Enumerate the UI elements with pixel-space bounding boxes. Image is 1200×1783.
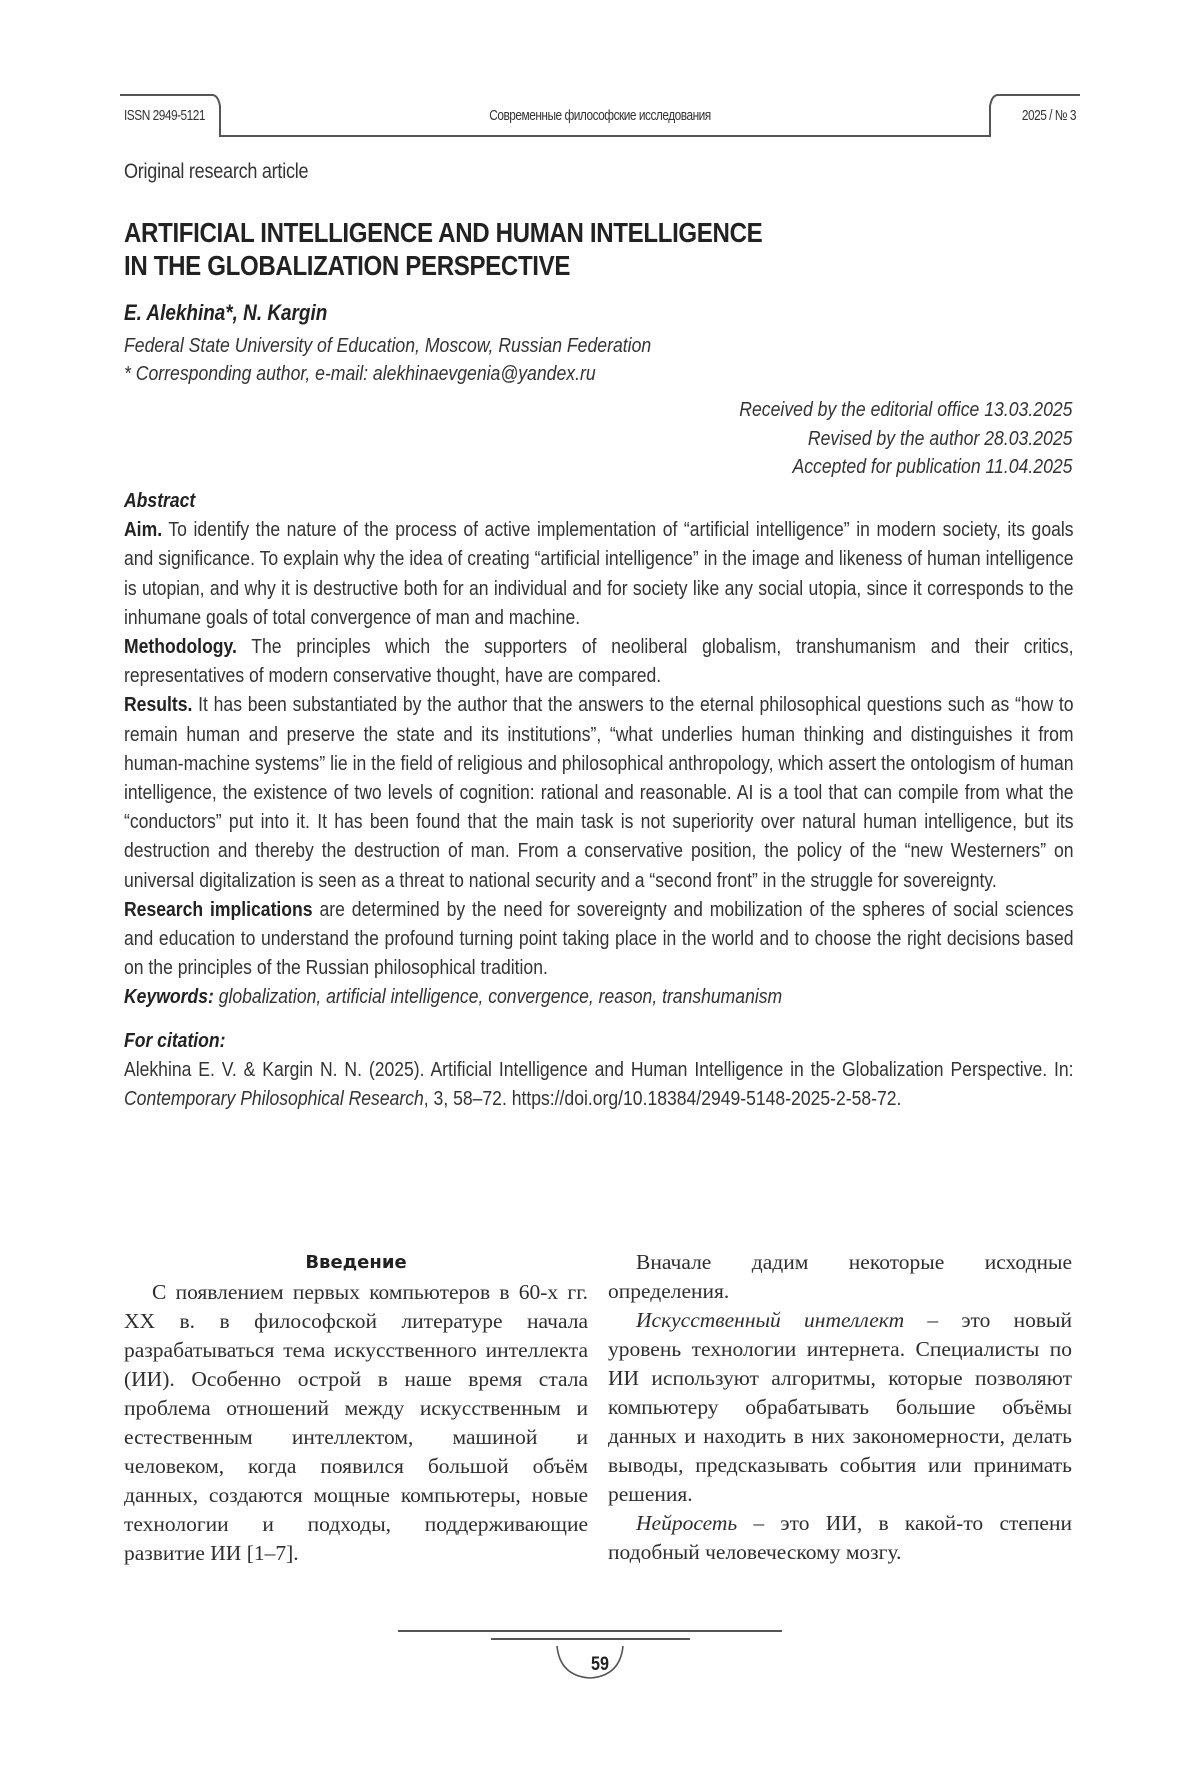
implications-label: Research implications xyxy=(124,897,313,921)
accepted-date: Accepted for publication 11.04.2025 xyxy=(792,455,1072,478)
body-paragraph: С появлением первых компьютеров в 60-х гг. XX в. в философской литературе начала разрабатываться тема искусственного интеллекта (ИИ). Особенно острой в наше время стала проблема отношений между искусственным и естественным интеллектом, машиной и человеком, когда появился большой объём данных, создаются мощные компьютеры, новые технологии и подходы, поддерживающие развитие ИИ [1–7]. xyxy=(124,1280,588,1565)
keywords-value: globalization, artificial intelligence, convergence, reason, transhumanism xyxy=(213,985,783,1009)
methodology-text: The principles which the supporters of neoliberal globalism, transhumanism and their critics, representatives of modern conservative thought, have are compared. xyxy=(124,635,1074,688)
body-paragraph: Вначале дадим некоторые исходные определения. xyxy=(608,1250,1072,1303)
authors: E. Alekhina*, N. Kargin xyxy=(124,300,328,325)
definition-neural-net-text: – это ИИ, в какой-то степени подобный человеческому мозгу. xyxy=(608,1511,1072,1564)
abstract-results xyxy=(124,690,1074,894)
methodology-label: Methodology. xyxy=(124,635,237,659)
body-column-right xyxy=(608,1248,1072,1567)
publication-dates xyxy=(739,396,1072,482)
abstract xyxy=(124,486,1074,1113)
issue-number: 2025 / № 3 xyxy=(1021,108,1076,124)
implications-text: are determined by the need for sovereignty and mobilization of the spheres of social sciences and education to understand the profound turning point taking place in the world and to choose the right decisions based on the principles of the Russian philosophical tradition. xyxy=(124,897,1074,980)
abstract-heading: Abstract xyxy=(124,489,196,512)
definition-neural-net xyxy=(608,1509,1072,1567)
article-type: Original research article xyxy=(124,160,309,183)
citation-authors-title: Alekhina E. V. & Kargin N. N. (2025). Artificial Intelligence and Human Intelligence in the Globalization Perspective. In: xyxy=(124,1057,1074,1081)
abstract-aim xyxy=(124,515,1074,632)
page-footer xyxy=(0,1620,1200,1700)
revised-date: Revised by the author 28.03.2025 xyxy=(807,426,1072,450)
abstract-implications xyxy=(124,895,1074,983)
term-ai: Искусственный интеллект xyxy=(636,1308,905,1332)
citation-heading: For citation: xyxy=(124,1028,226,1052)
affiliation-block xyxy=(124,332,651,388)
citation-doi[interactable]: , 3, 58–72. https://doi.org/10.18384/2949-5148-2025-2-58-72. xyxy=(423,1087,902,1111)
title-line-1: ARTIFICIAL INTELLIGENCE AND HUMAN INTELLIGENCE xyxy=(124,217,763,248)
citation-text xyxy=(124,1055,1074,1113)
running-head xyxy=(120,92,1080,140)
abstract-methodology xyxy=(124,632,1074,690)
page-number: 59 xyxy=(591,1654,609,1675)
results-text: It has been substantiated by the author that the answers to the eternal philosophical questions such as “how to remain human and preserve the state and its institutions”, “what underlies human thinking and distinguishes it from human-machine systems” lie in the field of religious and philosophical anthropology, which assert the ontologism of human intelligence, the existence of two levels of cognition: rational and reasonable. AI is a tool that can compile from what the “conductors” put into it. It has been found that the main task is not superiority over natural human intelligence, but its destruction and thereby the destruction of man. From a conservative position, the policy of the “new Westerners” on universal digitalization is seen as a threat to national security and a “second front” in the struggle for sovereignty. xyxy=(124,693,1074,892)
journal-name: Современные философские исследования xyxy=(489,108,711,124)
keywords xyxy=(124,982,1074,1011)
affiliation: Federal State University of Education, Moscow, Russian Federation xyxy=(124,334,652,357)
received-date: Received by the editorial office 13.03.2025 xyxy=(738,398,1072,421)
body-column-left xyxy=(124,1248,588,1568)
citation-journal: Contemporary Philosophical Research xyxy=(124,1087,424,1111)
section-heading: Введение xyxy=(305,1252,407,1273)
results-label: Results. xyxy=(124,693,193,717)
term-neural-net: Нейросеть xyxy=(636,1511,738,1535)
definition-ai xyxy=(608,1306,1072,1509)
issn: ISSN 2949-5121 xyxy=(124,108,206,124)
article-title xyxy=(124,216,762,282)
title-line-2: IN THE GLOBALIZATION PERSPECTIVE xyxy=(124,250,571,281)
corresponding-author: * Corresponding author, e-mail: alekhinaevgenia@yandex.ru xyxy=(124,362,596,385)
definition-ai-text: – это новый уровень технологии интернета. Специалисты по ИИ используют алгоритмы, которые позволяют компьютеру обрабатывать большие объёмы данных и находить в них закономерности, делать выводы, предсказывать события или принимать решения. xyxy=(608,1308,1072,1506)
keywords-label: Keywords: xyxy=(124,985,214,1009)
aim-text: To identify the nature of the process of active implementation of “artificial intelligence” in modern society, its goals and significance. To explain why the idea of creating “artificial intelligence” in the image and likeness of human intelligence is utopian, and why it is destructive both for an individual and for society like any social utopia, since it corresponds to the inhumane goals of total convergence of man and machine. xyxy=(124,518,1074,629)
aim-label: Aim. xyxy=(124,518,163,542)
